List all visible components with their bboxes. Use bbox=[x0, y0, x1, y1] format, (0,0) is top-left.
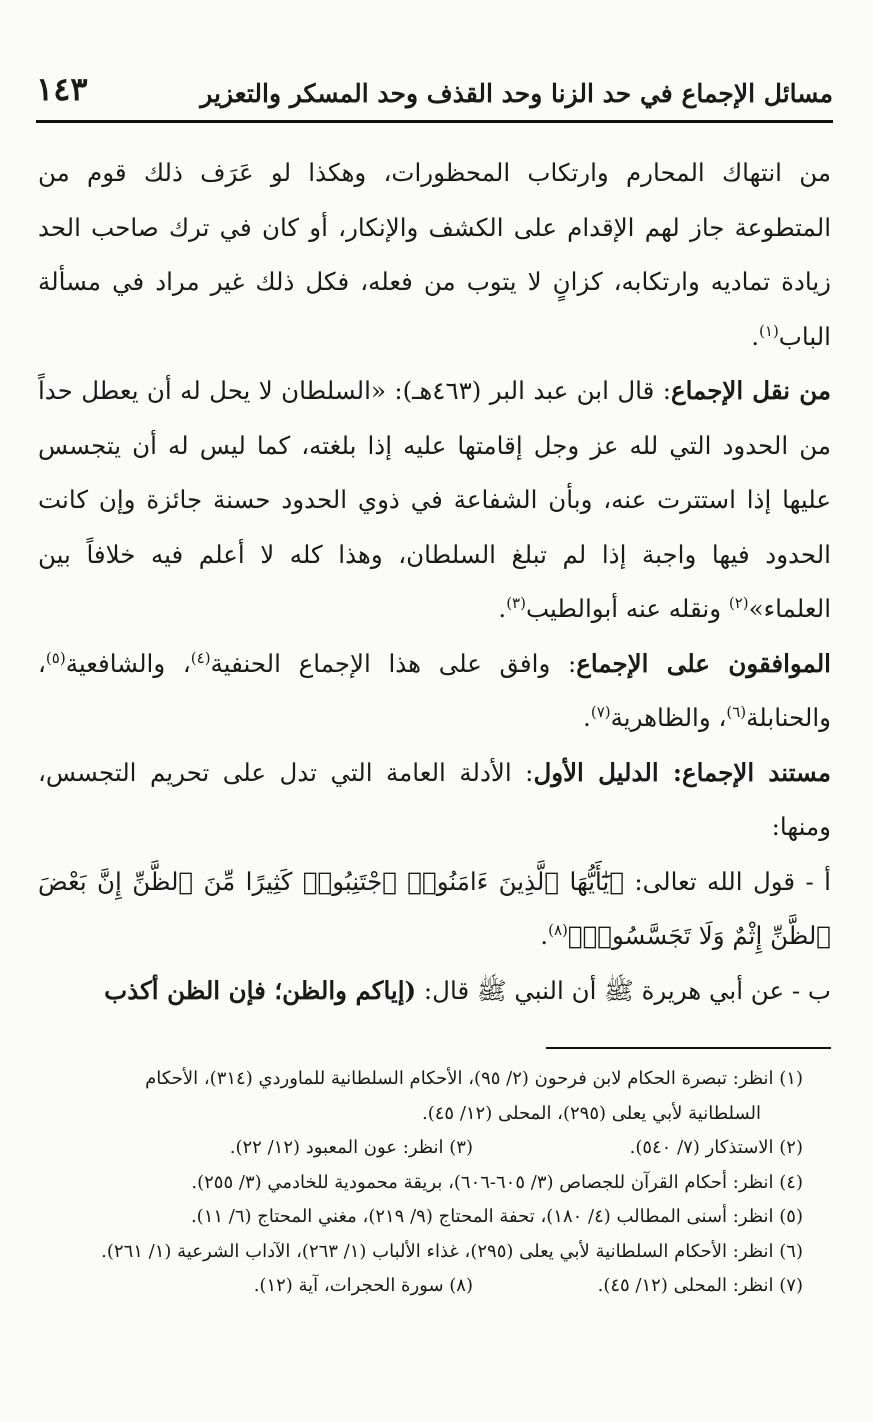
footnote-ref-6: (٦) bbox=[726, 702, 747, 721]
page-number: ١٤٣ bbox=[36, 70, 88, 108]
footnote-ref-7: (٧) bbox=[590, 702, 611, 721]
paragraph-6: ب - عن أبي هريرة ﷺ أن النبي ﷺ قال: (إياكم والظن؛ فإن الظن أكذب bbox=[104, 975, 831, 1005]
footnotes bbox=[38, 1062, 803, 1304]
footnote-separator bbox=[546, 1047, 831, 1049]
footnote-ref-3: (٣) bbox=[506, 593, 526, 612]
footnote-5: (٥) انظر: أسنى المطالب (٤/ ١٨٠)، تحفة المحتاج (٩/ ٢١٩)، مغني المحتاج (٦/ ١١). bbox=[190, 1206, 803, 1227]
paragraph-2: من نقل الإجماع: قال ابن عبد البر (٤٦٣هـ): «السلطان لا يحل له أن يعطل حداً من الحدود التي لله عز وجل إقامتها عليه إذا بلغته، كما ليس له أن يتجسس عليها إذا استترت عنه، وبأن الشفاعة في ذوي الحدود حسنة جائزة وإن كانت الحدود فيها واجبة إذا لم تبلغ السلطان، وهذا كله لا أعلم فيه خلافاً بين العلماء»$^{(٢)}$ ونقله عنه أبوالطيب$^{(٣)}$. bbox=[38, 376, 831, 623]
section-heading-basis: مستند الإجماع: الدليل الأول bbox=[533, 757, 832, 787]
footnote-4: (٤) انظر: أحكام القرآن للجصاص (٣/ ٦٠٥-٦٠٦)، بريقة محمودية للخادمي (٣/ ٢٥٥). bbox=[191, 1171, 803, 1193]
footnote-ref-5: (٥) bbox=[45, 648, 66, 667]
footnote-ref-8: (٨) bbox=[548, 920, 568, 939]
section-heading-agreeing: الموافقون على الإجماع bbox=[576, 648, 831, 678]
quran-verse: ﴿يَٰٓأَيُّهَا ٱلَّذِينَ ءَامَنُوا۟ ٱجْتَنِبُوا۟ كَثِيرًا مِّنَ ٱلظَّنِّ إِنَّ بَعْضَ ٱلظَّنِّ إِثْمٌ وَلَا تَجَسَّسُوا۟﴾ bbox=[38, 866, 831, 950]
footnote-1: (١) انظر: تبصرة الحكام لابن فرحون (٢/ ٩٥)، الأحكام السلطانية للماوردي (٣١٤)، الأحكام bbox=[145, 1068, 803, 1089]
footnote-7: (٧) انظر: المحلى (١٢/ ٤٥). bbox=[597, 1275, 803, 1296]
footnote-2: (٢) الاستذكار (٧/ ٥٤٠). bbox=[629, 1137, 803, 1158]
paragraph-5: أ - قول الله تعالى: ﴿يَٰٓأَيُّهَا ٱلَّذِينَ ءَامَنُوا۟ ٱجْتَنِبُوا۟ كَثِيرًا مِّنَ ٱلظَّنِّ إِنَّ بَعْضَ ٱلظَّنِّ إِثْمٌ وَلَا تَجَسَّسُوا۟﴾$^{(٨)}$. bbox=[38, 866, 831, 950]
footnote-row-2-3 bbox=[38, 1131, 803, 1166]
footnote-row-7-8 bbox=[38, 1269, 803, 1304]
footnote-ref-2: (٢) bbox=[728, 593, 749, 612]
hadith-text: (إياكم والظن؛ فإن الظن أكذب bbox=[104, 975, 417, 1005]
footnote-3: (٣) انظر: عون المعبود (١٢/ ٢٢). bbox=[229, 1137, 473, 1158]
paragraph-1: من انتهاك المحارم وارتكاب المحظورات، وهكذا لو عَرَف ذلك قوم من المتطوعة جاز لهم الإقدام على الكشف والإنكار، أو كان في ترك صاحب الحد زيادة تماديه وارتكابه، كزانٍ لا يتوب من فعله، فكل ذلك غير مراد في مسألة الباب$^{(١)}$. bbox=[38, 158, 831, 351]
footnote-ref-4: (٤) bbox=[190, 648, 211, 667]
paragraph-4: مستند الإجماع: الدليل الأول: الأدلة العامة التي تدل على تحريم التجسس، ومنها: bbox=[38, 757, 832, 841]
header-rule bbox=[36, 120, 833, 123]
running-title: مسائل الإجماع في حد الزنا وحد القذف وحد المسكر والتعزير bbox=[200, 79, 833, 108]
section-heading-ijma-transmission: من نقل الإجماع bbox=[670, 376, 831, 405]
footnote-ref-1: (١) bbox=[759, 321, 779, 340]
main-text bbox=[38, 146, 831, 1018]
footnote-8: (٨) سورة الحجرات، آية (١٢). bbox=[253, 1275, 473, 1296]
footnote-1-continued: السلطانية لأبي يعلى (٢٩٥)، المحلى (١٢/ ٤٥). bbox=[422, 1102, 761, 1124]
page-header bbox=[36, 62, 833, 108]
footnote-6: (٦) انظر: الأحكام السلطانية لأبي يعلى (٢٩٥)، غذاء الألباب (١/ ٢٦٣)، الآداب الشرعية (١/ ٢٦١). bbox=[101, 1240, 803, 1262]
paragraph-3: الموافقون على الإجماع: وافق على هذا الإجماع الحنفية$^{(٤)}$، والشافعية$^{(٥)}$، والحنابلة$^{(٦)}$، والظاهرية$^{(٧)}$. bbox=[38, 648, 831, 732]
